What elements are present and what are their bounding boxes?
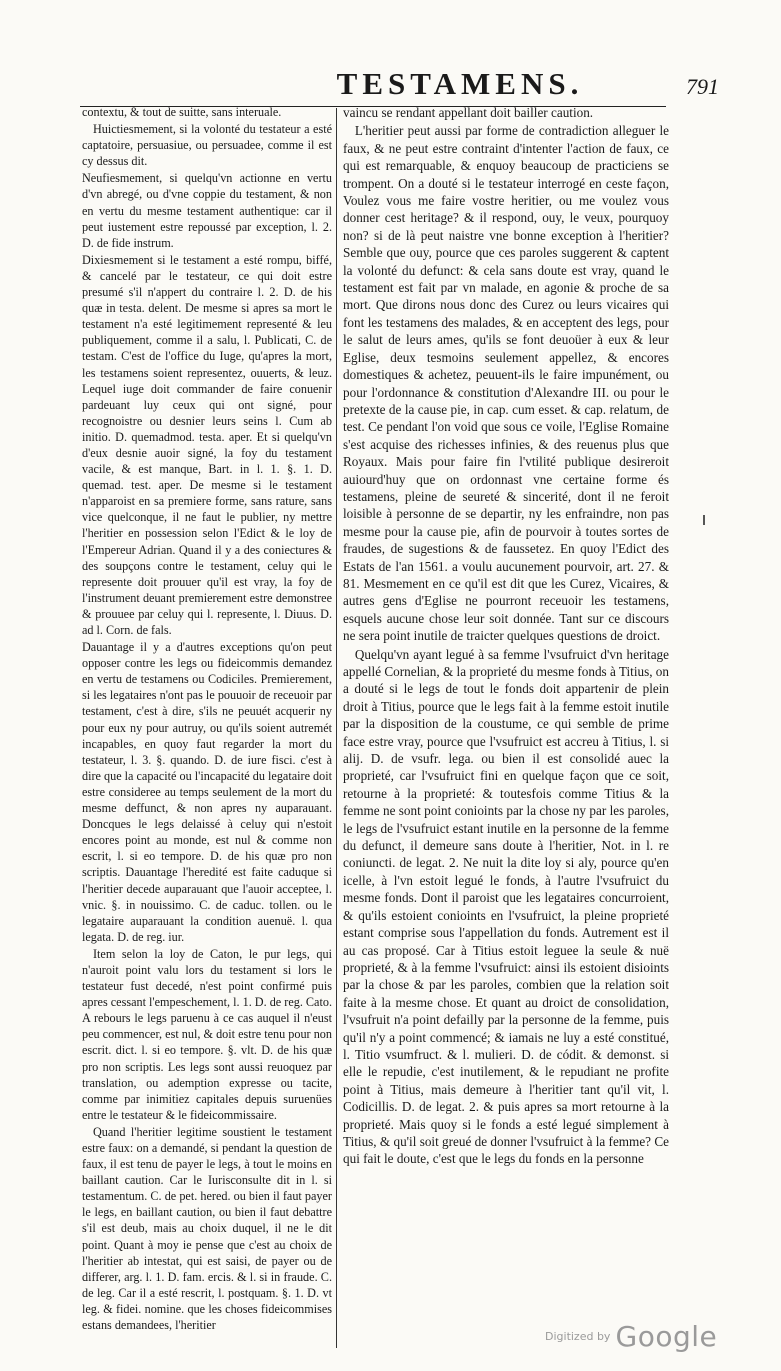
watermark-prefix: Digitized by	[545, 1330, 611, 1343]
paragraph: L'heritier peut aussi par forme de contradiction alleguer le faux, & ne peut estre contraint d'intenter l'action de faux, ce qui est remarquable, & enquoy beaucoup de practiciens se trompent. On a douté si le testateur interrogé en ceste façon, Voulez vous me faire vostre heritier, ou me voulez vous donner cest heritage? & il respond, ouy, le veux, pourquoy non? si de là peut naistre vne bonne exception à l'heritier? Semble que ouy, pource que ces paroles suggerent & captent la volonté du defunct: & cela sans doute est vray, quand le testament est fait par vn malade, en agonie & proche de sa mort. Que dirons nous donc des Curez ou leurs vicaires qui font les testamens des malades, & en acceptent des legs, pour le salut de leurs ames, qu'ils se font deuoüer à eux & leur Eglise, deux tesmoins seulement appellez, & encores domestiques & achetez, peuuent-ils le faire impunément, ou pour l'ordonnance & constitution d'Alexandre III. ou pour le pretexte de la cause pie, in cap. cum esset. & cap. relatum, de test. Ce pendant l'on void que sous ce voile, l'Eglise Romaine s'est acquise des richesses infinies, & des reuenus plus que Royaux. Mais pour faire fin l'vtilité publique desireroit auiourd'huy que on ordonnast vne certaine forme és testamens, pleine de seureté & sincerité, dont il ne feroit loisible à personne de se departir, ny les enfraindre, non pas mesme pour la cause pie, afin de pourvoir à toutes sortes de fraudes, de sugestions & de faussetez. En quoy l'Edict des Estats de l'an 1561. a voulu aucunement pourvoir, art. 27. & 81. Mesmement en ce qu'il est dit que les Curez, Vicaires, & autres gens d'Eglise ne pourront receuoir les testamens, esquels aucune chose leur soit donnée. Tant sur ce discours ne sera point inutile de traicter quelques questions de droict.	[343, 123, 669, 644]
paragraph: Dixiesmement si le testament a esté rompu, biffé, & cancelé par le testateur, ce qui doit estre presumé s'il n'appert du contraire l. 2. D. de his quæ in testa. delent. De mesme si apres sa mort le testament n'a esté legitimement representé & leu publiquement, comme il a salu, l. Publicati, C. de testam. C'est de l'office du Iuge, qu'apres la mort, les testamens soient representez, ouuerts, & leuz. Lequel iuge doit commander de faire conuenir pardeuant luy ceux qui ont signé, pour recognoistre ou desnier leurs seins l. Cum ab initio. D. quemadmod. testa. aper. Et si quelqu'vn d'eux desnie auoir signé, la foy du testament vacile, & est manque, Bart. in l. 1. §. 1. D. quemad. test. aper. De mesme si le testament n'apparoist en sa premiere forme, sans rature, sans vice quelconque, il ne faut le publier, ny mettre l'heritier en possession selon l'Edict & le loy de l'Empereur Adrian. Quand il y a des coniectures & des soupçons contre le testament, celuy qui le represente doit prouuer qu'il est vray, la foy de l'instrument deuant premierement estre demonstree & prouuee par celuy qui l. represente, l. Diuus. D. ad l. Corn. de fals.	[82, 252, 332, 637]
running-head-title: TESTAMENS.	[336, 66, 584, 101]
paragraph: Quelqu'vn ayant legué à sa femme l'vsufruict d'vn heritage appellé Cornelian, & la proprieté du mesme fonds à Titius, on a douté si le legs de tout le fonds doit appartenir de plein droit à Titius, pource que le legs fait à la femme estoit inutile par la disposition de la coustume, ce qui semble de prime face estre vray, pource que l'vsufruict est accreu à Titius, l. si alij. D. de vsufr. lega. ou bien il est consolidé auec la proprieté, car l'vsufruict fini en quelque façon que ce soit, retourne à la proprieté: & toutesfois comme Titius & la femme ne sont point conioints par la chose ny par les paroles, le legs de l'vsufruict estant inutile en la personne de la femme du defunct, il demeure sans doute à l'heritier, Not. in l. re coniuncti. de legat. 2. Ne nuit la dite loy si aly, pource qu'en icelle, à l'vn estoit legué le fonds, à l'autre l'vsufruict du mesme fonds. Dont il paroist que les legataires concurroient, & qu'ils estoient conioints en l'vsufruict, la pleine proprieté estant comprise sous l'appellation du fonds. Autrement est il au cas proposé. Car à Titius estoit leguee la seule & nuë proprieté, & à la femme l'vsufruict: ainsi ils estoient disioints par la chose & par les paroles, combien que la relation soit faite à la mesme chose. Et quant au droict de consolidation, l'vsufruit n'a point defailly par la personne de la femme, puis qu'il n'y a point commencé; & iamais ne luy a esté constitué, l. Titio vsumfruct. & l. mulieri. D. de códit. & demonst. si elle le repudie, c'est inutilement, & le repudiant ne profite point à Titius, mais demeure à l'heritier tant qu'il vit, l. Codicillis. D. de legat. 2. & puis apres sa mort retourne à la proprieté. Mais quoy si le fonds a esté legué simplement à Titius, & qu'il soit greué de donner l'vsufruict à la femme? Ce qui fait le doute, c'est que le legs du fonds en la personne	[343, 646, 669, 1167]
paragraph: contextu, & tout de suitte, sans interuale.	[82, 105, 282, 119]
page-number: 791	[686, 74, 719, 99]
paragraph: Dauantage il y a d'autres exceptions qu'on peut opposer contre les legs ou fideicommis demandez en vertu de testamens ou Codiciles. Premierement, si les legataires n'ont pas le pouuoir de receuoir par testament, c'est à dire, s'ils ne peuuét acquerir ny pour eux ny pour autruy, ou qu'ils soient autremét incapables, en quoy faut regarder la mort du testateur, l. 3. §. quando. D. de iure fisci. c'est à dire que la capacité ou l'incapacité du legataire doit estre consideree au temps seulement de la mort du mesme deffunct, & non apres ny auparauant. Doncques le legs delaissé à celuy qui n'estoit encores point au monde, est nul & comme non escrit, l. si eo tempore. D. de his quæ pro non scriptis. Dauantage l'heredité est faite caduque si l'heritier decede auparauant que l'auoir acceptee, l. vnic. §. in nouissimo. C. de caduc. tollen. ou le legataire auparauant la condition auenuë. l. qua legata. D. de reg. iur.	[82, 640, 332, 944]
digitization-watermark	[545, 1320, 717, 1353]
paragraph: vaincu se rendant appellant doit bailler caution.	[343, 105, 594, 120]
paragraph: Item selon la loy de Caton, le pur legs, qui n'auroit point valu lors du testament si lors le testateur fust decedé, n'est point confirmé puis apres cessant l'empeschement, l. 1. D. de reg. Cato. A rebours le legs paruenu à ce cas auquel il n'eust peu commencer, est nul, & doit estre tenu pour non escrit. dict. l. si eo tempore. §. vlt. D. de his quæ pro non scriptis. Les legs sont aussi reuoquez par translation, ou ademption expresse ou tacite, comme par inimitiez capitales depuis suruenües entre le testateur & le fideicommissaire.	[82, 946, 332, 1122]
left-column	[82, 104, 332, 1333]
margin-mark	[703, 515, 705, 525]
right-column	[343, 104, 669, 1168]
paragraph: Neufiesmement, si quelqu'vn actionne en vertu d'vn abregé, ou d'vne coppie du testament, & non en vertu du mesme testament authentique: car il peut iustement estre repoussé par exception, l. 2. D. de fide instrum.	[82, 171, 332, 250]
column-divider	[336, 108, 337, 1348]
paragraph: Huictiesmement, si la volonté du testateur a esté captatoire, persuasiue, ou persuadee, comme il est cy dessus dit.	[82, 122, 332, 169]
google-logo: Google	[615, 1320, 718, 1353]
paragraph: Quand l'heritier legitime soustient le testament estre faux: on a demandé, si pendant la question de faux, il est tenu de payer le legs, à tout le moins en baillant caution. Car le Iurisconsulte dit in l. si testamentum. C. de pet. hered. ou bien il faut payer le legs, en baillant caution, ou bien il faut debattre s'il est deub, mais au choix duquel, il ne le dit point. Quant à moy ie pense que c'est au choix de l'heritier ab intestat, qui est saisi, de payer ou de differer, arg. l. 1. D. fam. ercis. & l. si in fraude. C. de leg. Car il a esté rescrit, l. postquam. §. 1. D. vt leg. & fidei. nomine. que les choses fideicommises estans demandees, l'heritier	[82, 1124, 332, 1333]
